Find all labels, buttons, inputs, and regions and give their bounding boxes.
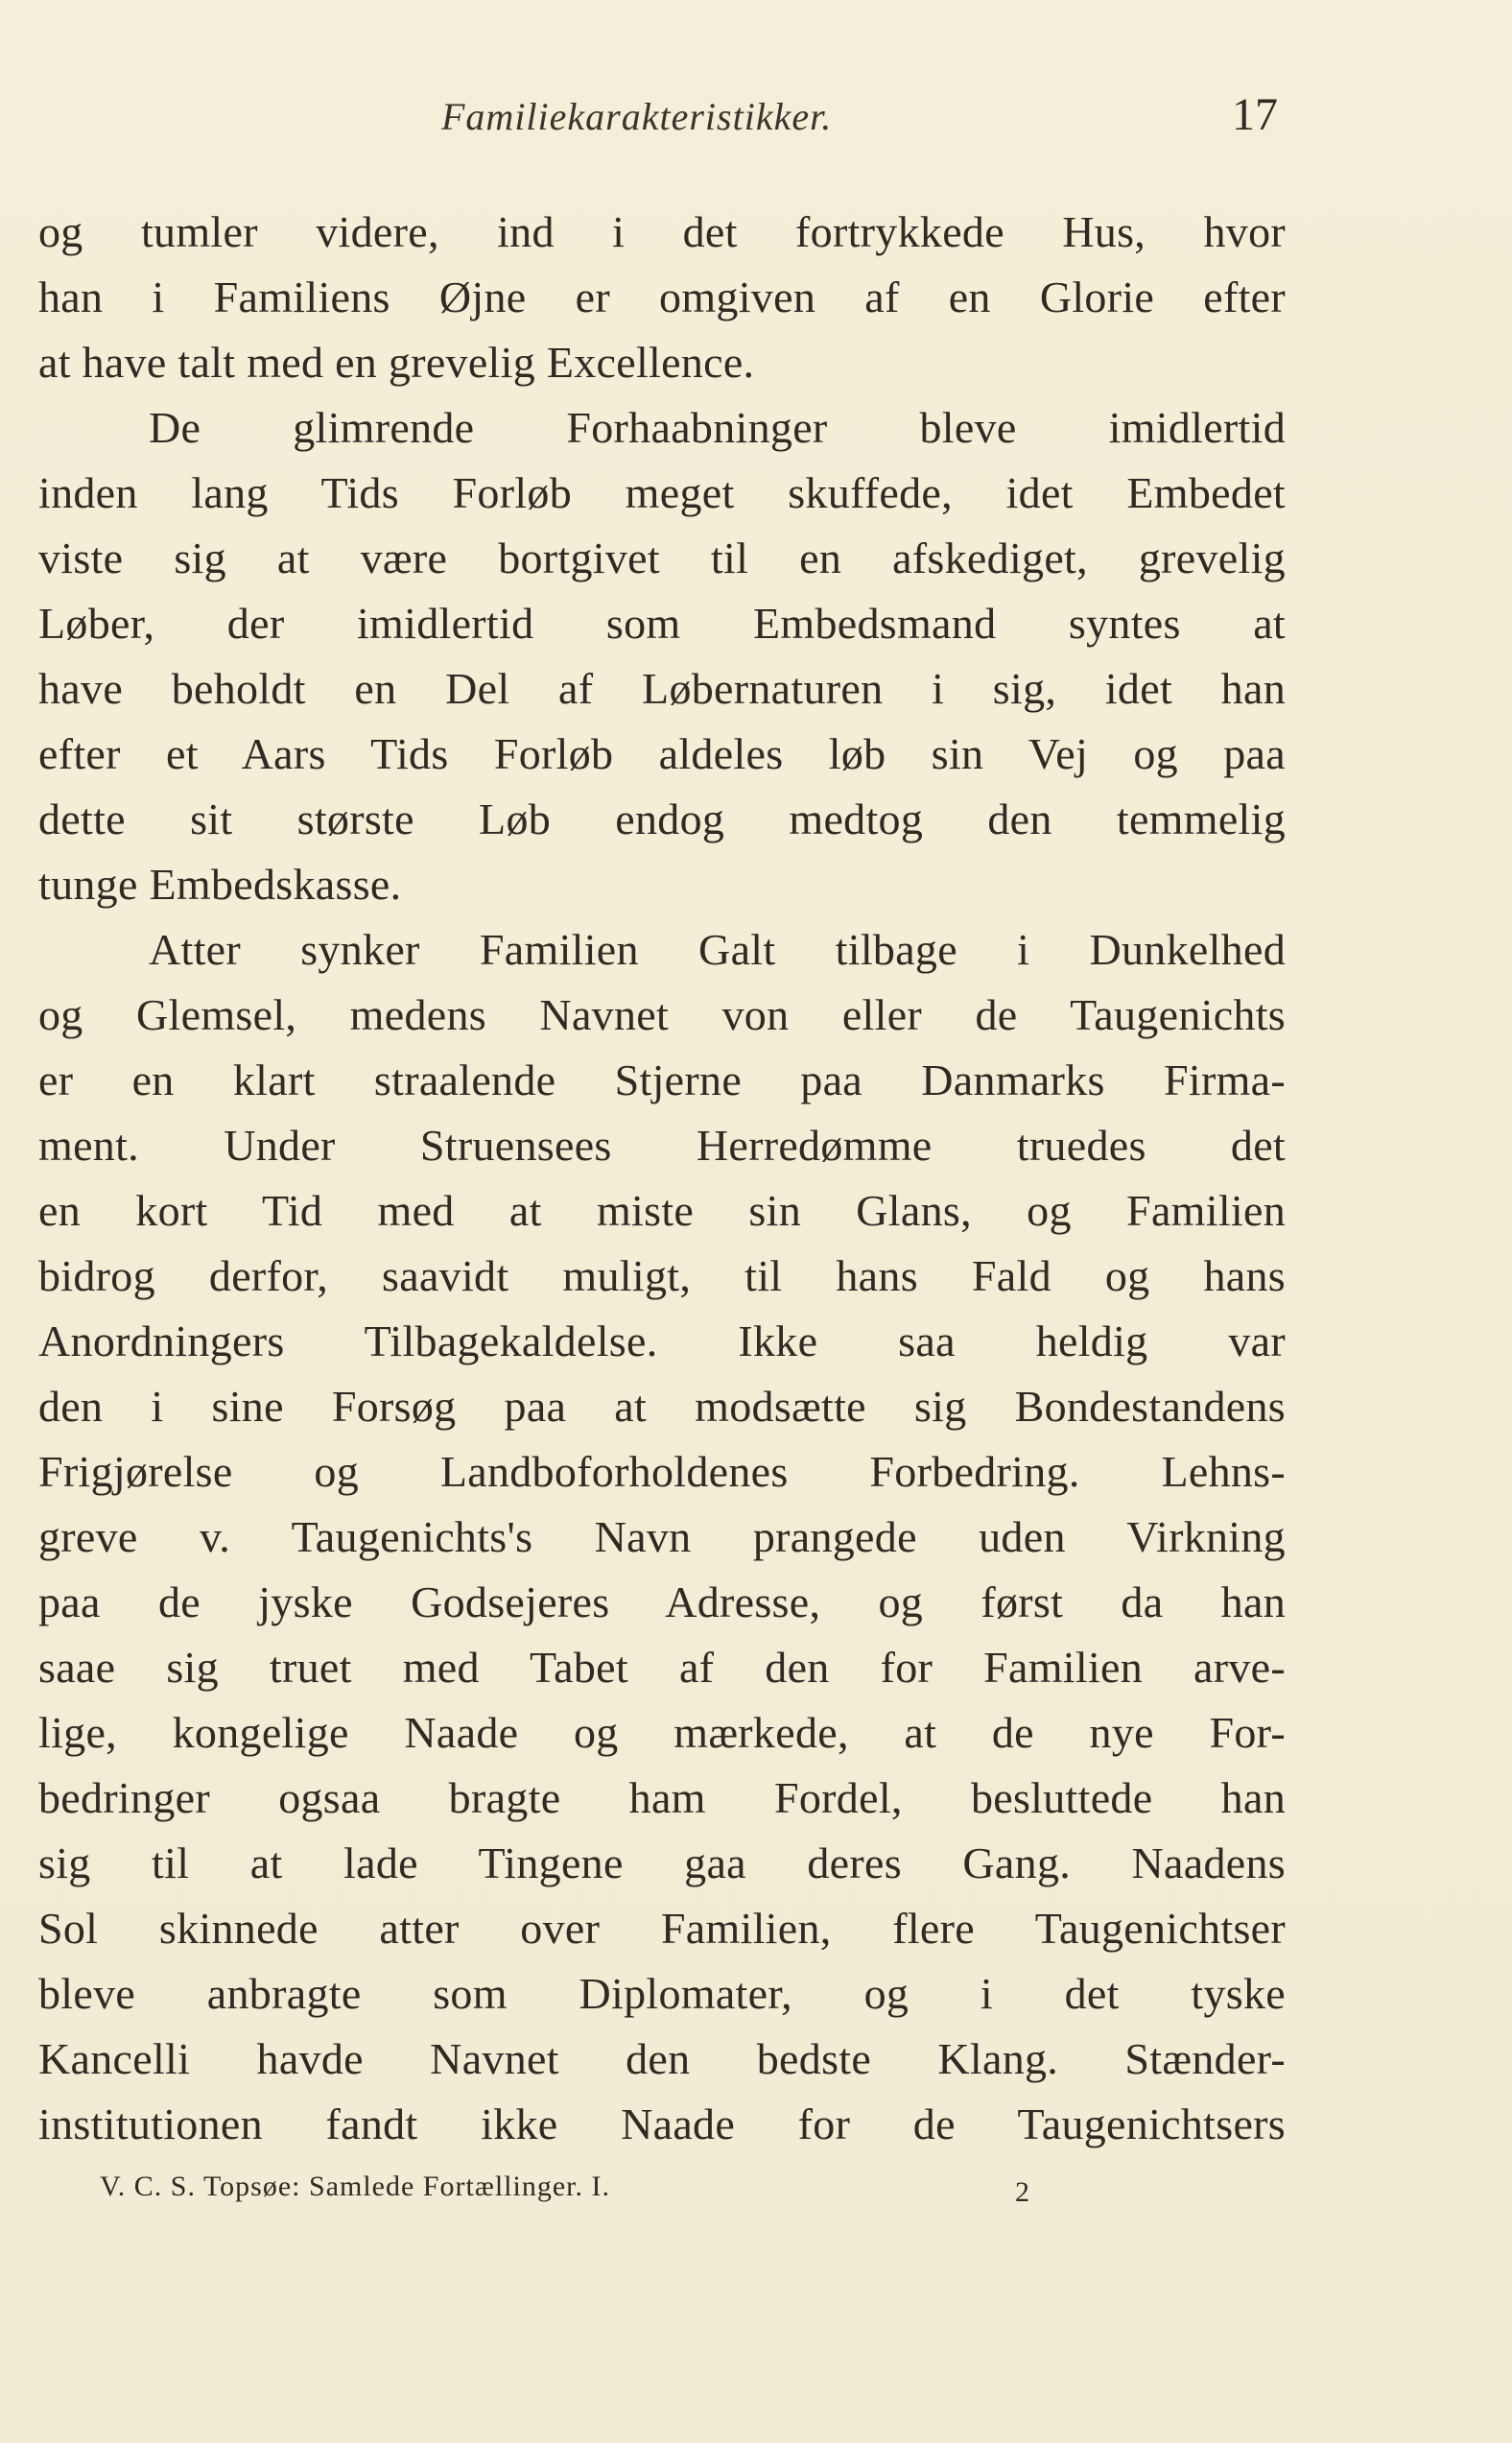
running-title: Familiekarakteristikker.	[441, 95, 833, 138]
text-line: Frigjørelse og Landboforholdenes Forbedring. Lehns-	[38, 1447, 1286, 1496]
text-line: sig til at lade Tingene gaa deres Gang. Naadens	[38, 1838, 1286, 1887]
text-line: dette sit største Løb endog medtog den temmelig	[38, 795, 1286, 843]
text-line: viste sig at være bortgivet til en afskediget, grevelig	[38, 534, 1286, 582]
text-line: bedringer ogsaa bragte ham Fordel, besluttede han	[38, 1773, 1286, 1822]
text-line: saae sig truet med Tabet af den for Familien arve-	[38, 1643, 1286, 1692]
body-text	[38, 200, 1286, 2157]
text-line: ment. Under Struensees Herredømme truedes det	[38, 1121, 1286, 1170]
text-line: Sol skinnede atter over Familien, flere Taugenichtser	[38, 1904, 1286, 1953]
text-line: Anordningers Tilbagekaldelse. Ikke saa heldig var	[38, 1316, 1286, 1365]
text-line: han i Familiens Øjne er omgiven af en Glorie efter	[38, 273, 1286, 321]
text-line: inden lang Tids Forløb meget skuffede, idet Embedet	[38, 468, 1286, 517]
signature-mark: 2	[1015, 2176, 1029, 2208]
text-line: den i sine Forsøg paa at modsætte sig Bondestandens	[38, 1382, 1286, 1431]
page-footer	[0, 2170, 1512, 2218]
text-line: Løber, der imidlertid som Embedsmand syntes at	[38, 599, 1286, 648]
page-number: 17	[1232, 89, 1278, 140]
text-line: tunge Embedskasse.	[38, 860, 402, 909]
text-line: have beholdt en Del af Løbernaturen i sig, idet han	[38, 664, 1286, 713]
text-line: bidrog derfor, saavidt muligt, til hans Fald og hans	[38, 1251, 1286, 1300]
text-line: at have talt med en grevelig Excellence.	[38, 338, 755, 387]
text-line: bleve anbragte som Diplomater, og i det tyske	[38, 1969, 1286, 2018]
text-line: institutionen fandt ikke Naade for de Taugenichtsers	[38, 2099, 1286, 2148]
text-line: og tumler videre, ind i det fortrykkede Hus, hvor	[38, 207, 1286, 256]
text-line: Kancelli havde Navnet den bedste Klang. Stænder-	[38, 2034, 1286, 2083]
text-line: og Glemsel, medens Navnet von eller de Taugenichts	[38, 990, 1286, 1039]
page-header	[0, 88, 1512, 155]
text-line: Atter synker Familien Galt tilbage i Dunkelhed	[149, 925, 1286, 974]
text-line: greve v. Taugenichts's Navn prangede uden Virkning	[38, 1512, 1286, 1561]
text-line: De glimrende Forhaabninger bleve imidlertid	[149, 403, 1286, 452]
text-line: efter et Aars Tids Forløb aldeles løb sin Vej og paa	[38, 729, 1286, 778]
text-line: en kort Tid med at miste sin Glans, og Familien	[38, 1186, 1286, 1235]
text-line: er en klart straalende Stjerne paa Danmarks Firma-	[38, 1055, 1286, 1104]
text-line: paa de jyske Godsejeres Adresse, og først da han	[38, 1577, 1286, 1626]
text-line: lige, kongelige Naade og mærkede, at de nye For-	[38, 1708, 1286, 1757]
signature-line: V. C. S. Topsøe: Samlede Fortællinger. I.	[100, 2170, 610, 2202]
